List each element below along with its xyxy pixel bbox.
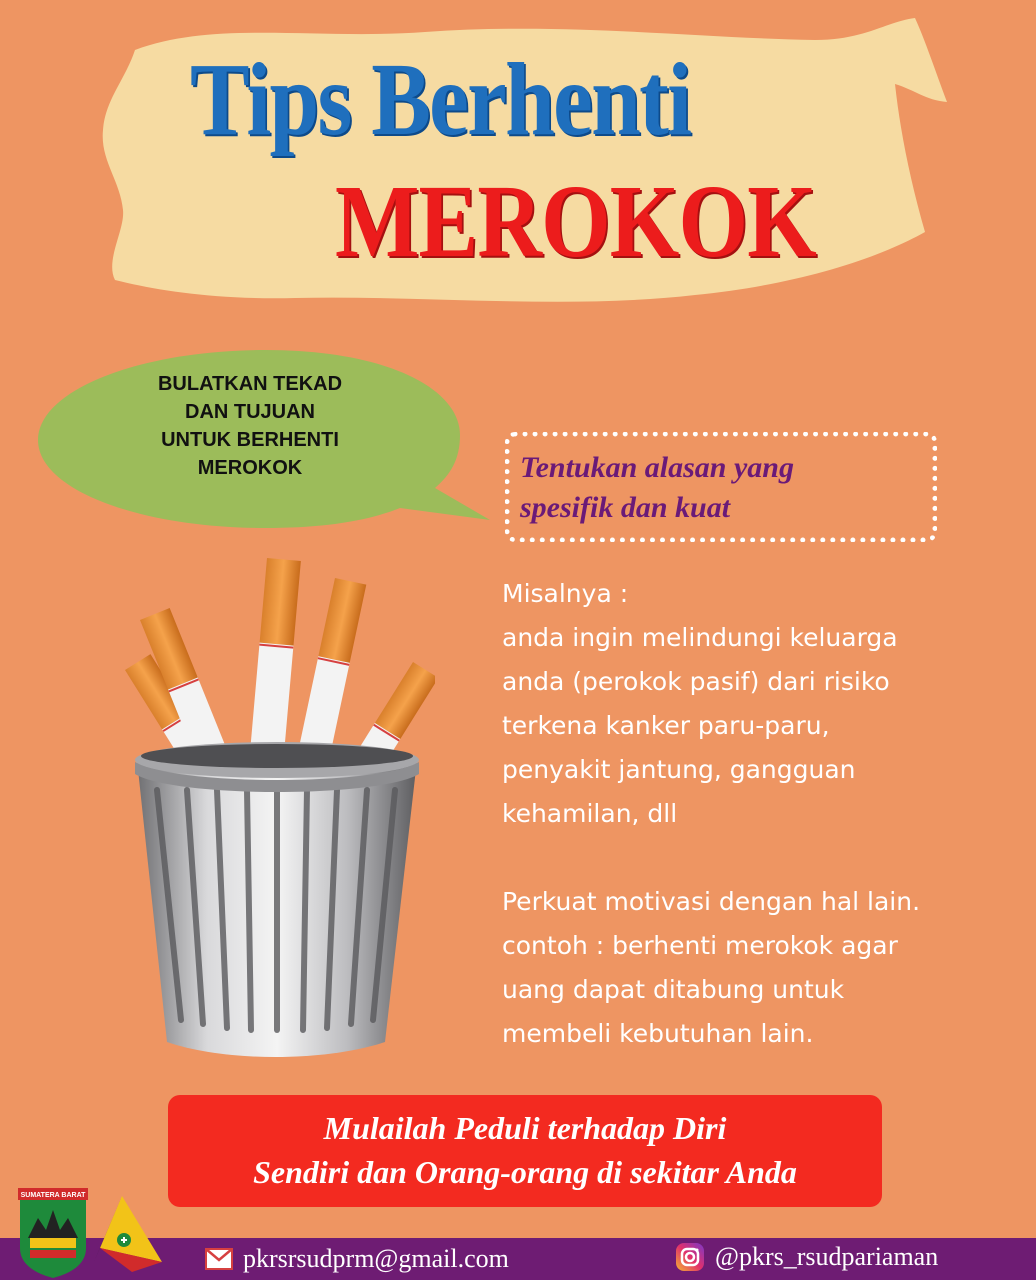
footer-email[interactable] (205, 1244, 509, 1274)
mail-icon (205, 1248, 233, 1270)
instagram-icon (675, 1242, 705, 1272)
cigarette-3 (249, 558, 301, 765)
bubble-line: BULATKAN TEKAD (157, 373, 343, 395)
bubble-line: DAN TUJUAN (185, 401, 315, 423)
cigarette-4 (295, 578, 366, 771)
reason-line: Tentukan alasan yang (520, 451, 794, 484)
body-text (502, 572, 1022, 1056)
sumatera-barat-emblem (16, 1188, 90, 1278)
title-line-1: Tips Berhenti (190, 42, 691, 157)
body-line: uang dapat ditabung untuk (502, 975, 845, 1004)
cta-line: Sendiri dan Orang-orang di sekitar Anda (253, 1154, 797, 1190)
body-line: terkena kanker paru-paru, (502, 711, 830, 740)
body-line: Perkuat motivasi dengan hal lain. (502, 887, 921, 916)
body-line: Misalnya : (502, 579, 629, 608)
body-line: contoh : berhenti merokok agar (502, 931, 898, 960)
body-line: penyakit jantung, gangguan (502, 755, 856, 784)
bubble-line: UNTUK BERHENTI (161, 429, 339, 451)
footer-instagram[interactable] (675, 1242, 938, 1272)
cta-text (168, 1106, 882, 1194)
instagram-text: @pkrs_rsudpariaman (715, 1242, 939, 1271)
bubble-text (100, 370, 400, 482)
body-line: anda (perokok pasif) dari risiko (502, 667, 890, 696)
email-text: pkrsrsudprm@gmail.com (243, 1244, 509, 1273)
body-line: anda ingin melindungi keluarga (502, 623, 898, 652)
bubble-line: MEROKOK (197, 457, 303, 479)
title-line-2: MEROKOK (335, 164, 816, 279)
hospital-logo (92, 1192, 164, 1276)
trash-bin-cigarettes-illustration (95, 550, 435, 1070)
reason-text (520, 448, 920, 528)
body-line: kehamilan, dll (502, 799, 678, 828)
reason-line: spesifik dan kuat (520, 491, 731, 524)
svg-text:SUMATERA BARAT: SUMATERA BARAT (20, 1192, 86, 1199)
body-line: membeli kebutuhan lain. (502, 1019, 814, 1048)
cta-line: Mulailah Peduli terhadap Diri (323, 1110, 727, 1146)
